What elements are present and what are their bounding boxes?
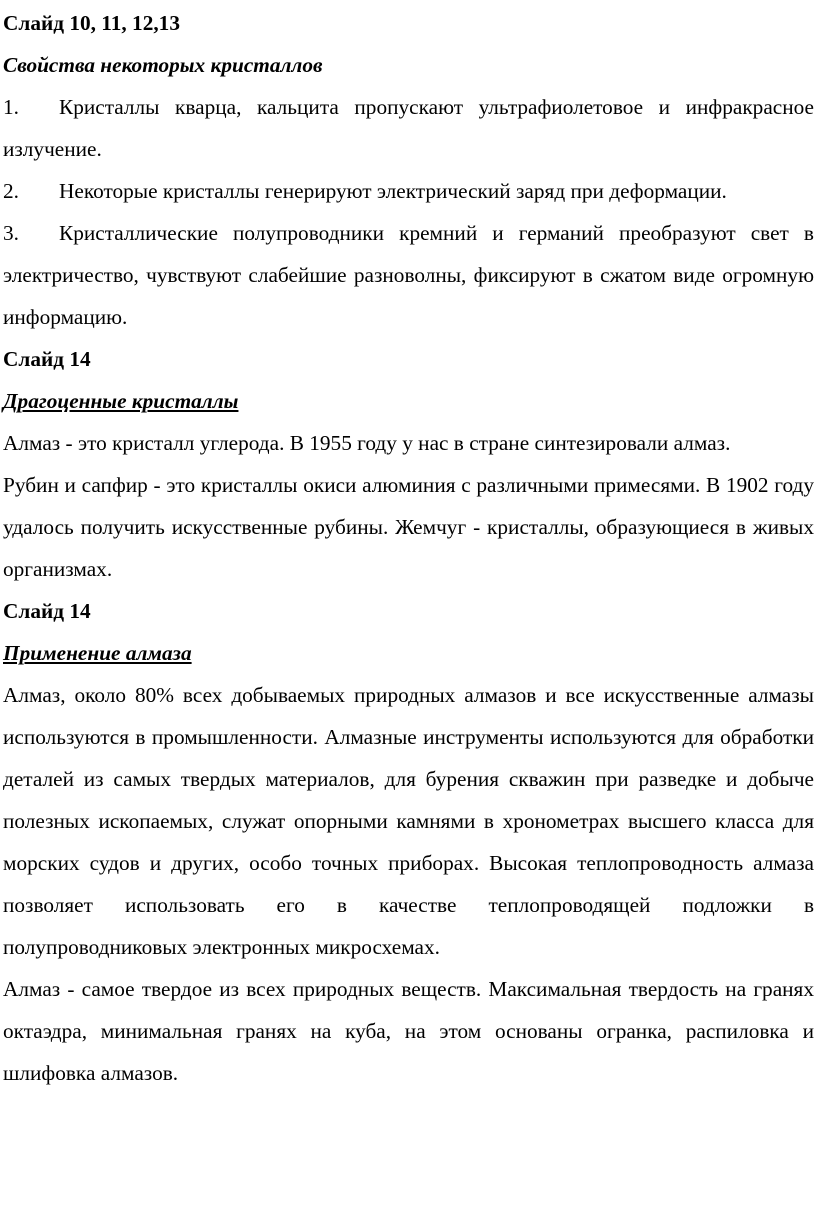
section-3-subheading: Применение алмаза xyxy=(3,641,192,665)
list-item-2-text: Некоторые кристаллы генерируют электрический заряд при деформации. xyxy=(59,179,727,203)
section-3-paragraph-1: Алмаз, около 80% всех добываемых природных алмазов и все искусственные алмазы используются в промышленности. Алмазные инструменты используются для обработки деталей из самых твердых материалов, для бурения скважин при разведке и добыче полезных ископаемых, служат опорными камнями в хронометрах высшего класса для морских судов и других, особо точных приборах. Высокая теплопроводность алмаза позволяет использовать его в качестве теплопроводящей подложки в полупроводниковых электронных микросхемах. xyxy=(3,683,814,959)
list-item-3-text: Кристаллические полупроводники кремний и германий преобразуют свет в электричество, чувствуют слабейшие разноволны, фиксируют в сжатом виде огромную информацию. xyxy=(3,221,814,329)
list-item-1-number: 1. xyxy=(3,95,19,119)
section-2-heading: Слайд 14 xyxy=(3,347,91,371)
list-item-1-text: Кристаллы кварца, кальцита пропускают ультрафиолетовое и инфракрасное излучение. xyxy=(3,95,814,161)
section-3-heading: Слайд 14 xyxy=(3,599,91,623)
section-2-paragraph-2: Рубин и сапфир - это кристаллы окиси алюминия с различными примесями. В 1902 году удалось получить искусственные рубины. Жемчуг - кристаллы, образующиеся в живых организмах. xyxy=(3,473,814,581)
section-1-subheading: Свойства некоторых кристаллов xyxy=(3,53,323,77)
section-3-paragraph-2: Алмаз - самое твердое из всех природных веществ. Максимальная твердость на гранях октаэдра, минимальная гранях на куба, на этом основаны огранка, распиловка и шлифовка алмазов. xyxy=(3,977,814,1085)
section-1-heading: Слайд 10, 11, 12,13 xyxy=(3,11,180,35)
list-item-2 xyxy=(3,170,814,212)
list-item-2-number: 2. xyxy=(3,179,19,203)
section-2-paragraph-1: Алмаз - это кристалл углерода. В 1955 году у нас в стране синтезировали алмаз. xyxy=(3,431,731,455)
section-2-subheading: Драгоценные кристаллы xyxy=(3,389,239,413)
list-item-1 xyxy=(3,86,814,170)
list-item-3-number: 3. xyxy=(3,221,19,245)
list-item-3 xyxy=(3,212,814,338)
